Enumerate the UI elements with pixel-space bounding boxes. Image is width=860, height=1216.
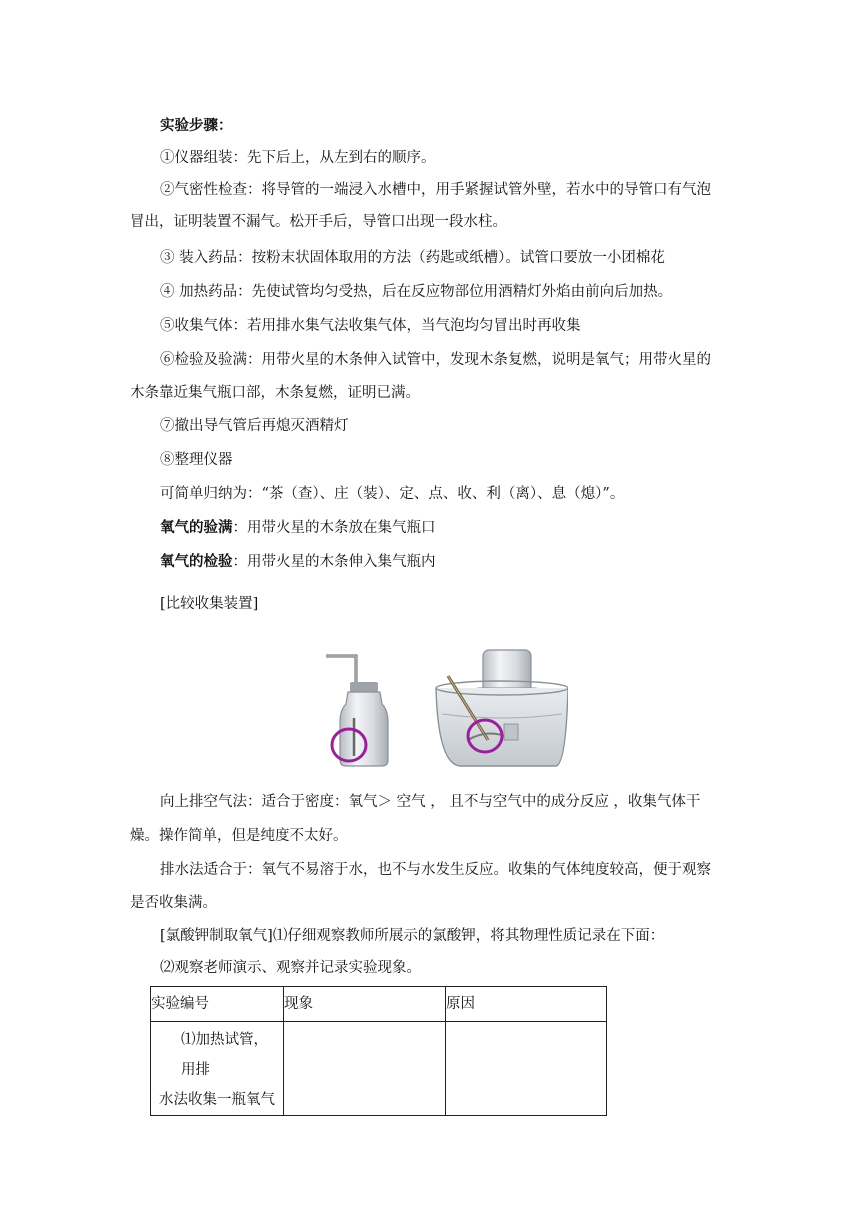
compare-heading: [比较收集装置] <box>160 596 259 612</box>
step-1: ①仪器组装：先下后上，从左到右的顺序。 <box>160 150 436 166</box>
table-header-row <box>151 987 607 1022</box>
row1-reason-cell[interactable] <box>446 1022 607 1116</box>
kclo3-line-2: ⑵观察老师演示、观察并记录实验现象。 <box>160 960 421 976</box>
step-4: ④ 加热药品：先使试管均匀受热，后在反应物部位用酒精灯外焰由前向后加热。 <box>160 284 673 300</box>
water-trough-icon <box>436 650 568 766</box>
step-5: ⑤收集气体：若用排水集气法收集气体，当气泡均匀冒出时再收集 <box>160 318 581 334</box>
kclo3-line-1: [氯酸钾制取氧气]⑴仔细观察教师所展示的氯酸钾，将其物理性质记录在下面： <box>160 928 665 944</box>
row1-experiment-cell <box>151 1022 284 1116</box>
upward-air-line-2: 燥。操作简单，但是纯度不太好。 <box>130 828 348 844</box>
row1-phenomenon-cell[interactable] <box>284 1022 446 1116</box>
test-text: ：用带火星的木条伸入集气瓶内 <box>232 554 436 570</box>
full-check-label: 氧气的验满 <box>160 519 233 536</box>
step-8: ⑧整理仪器 <box>160 452 233 468</box>
table-row <box>151 1022 607 1116</box>
gas-bottle-icon <box>326 656 388 766</box>
observation-table <box>150 986 607 1116</box>
step-7: ⑦撤出导气管后再熄灭酒精灯 <box>160 418 349 434</box>
step-6-line-2: 木条靠近集气瓶口部，木条复燃，证明已满。 <box>130 385 420 401</box>
step-3: ③ 装入药品：按粉末状固体取用的方法（药匙或纸槽）。试管口要放一小团棉花 <box>160 250 665 266</box>
row1-experiment-line-1: ⑴加热试管，用排 <box>181 1032 268 1078</box>
step-2-line-2: 冒出，证明装置不漏气。松开手后，导管口出现一段水柱。 <box>130 214 507 230</box>
step-6-line-1: ⑥检验及验满：用带火星的木条伸入试管中，发现木条复燃，说明是氧气；用带火星的 <box>160 352 711 368</box>
header-reason: 原因 <box>446 987 607 1022</box>
header-experiment-number: 实验编号 <box>151 987 284 1022</box>
header-phenomenon: 现象 <box>284 987 446 1022</box>
full-check-text: ：用带火星的木条放在集气瓶口 <box>232 520 436 536</box>
upward-air-line-1: 向上排空气法：适合于密度：氧气＞ 空气 ， 且不与空气中的成分反应 ，收集气体干 <box>160 794 701 810</box>
steps-title: 实验步骤： <box>160 117 233 134</box>
collection-apparatus-figure <box>318 648 568 770</box>
water-method-line-1: 排水法适合于：氧气不易溶于水，也不与水发生反应。收集的气体纯度较高，便于观察 <box>160 862 711 878</box>
test-line <box>0 552 860 572</box>
full-check-line <box>0 518 860 538</box>
row1-experiment-line-2: 水法收集一瓶氧气 <box>159 1092 275 1108</box>
summary: 可简单归纳为：“茶（查）、庄（装）、定、点、收、利（离）、息（熄）”。 <box>160 486 625 502</box>
water-method-line-2: 是否收集满。 <box>130 895 217 911</box>
step-2-line-1: ②气密性检查：将导管的一端浸入水槽中，用手紧握试管外壁，若水中的导管口有气泡 <box>160 182 711 198</box>
test-label: 氧气的检验 <box>160 553 233 570</box>
